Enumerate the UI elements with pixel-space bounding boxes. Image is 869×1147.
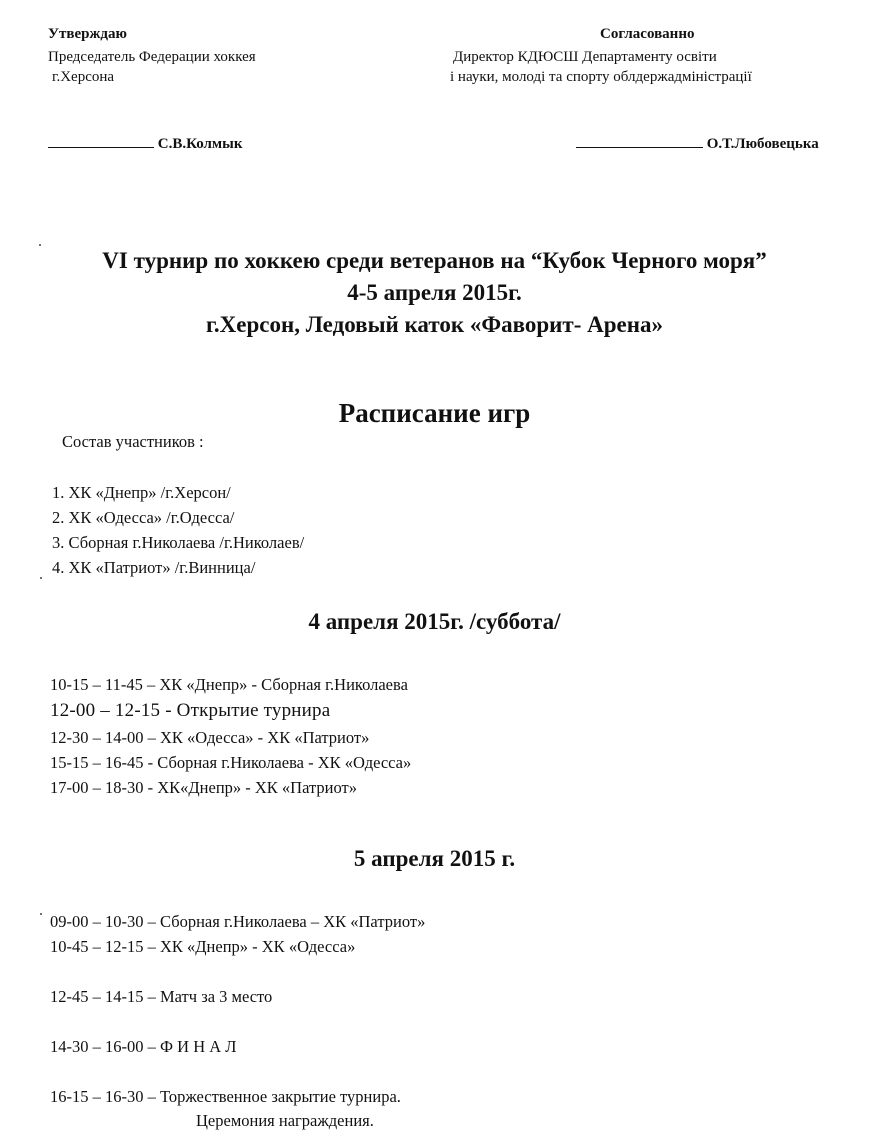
participants-label: Состав участников :	[62, 432, 204, 451]
approver-city: г.Херсона	[52, 69, 115, 85]
day1-heading: 4 апреля 2015г. /суббота/	[308, 609, 561, 634]
approver-title: Председатель Федерации хоккея	[48, 49, 256, 65]
tournament-venue: г.Херсон, Ледовый каток «Фаворит- Арена»	[206, 312, 663, 337]
schedule-item: 12-45 – 14-15 – Матч за 3 место	[50, 987, 273, 1006]
schedule-item-continuation: Церемония награждения.	[196, 1111, 374, 1130]
schedule-item: 12-30 – 14-00 – ХК «Одесса» - ХК «Патриот»	[50, 728, 370, 747]
schedule-item: 17-00 – 18-30 - ХК«Днепр» - ХК «Патриот»	[50, 778, 357, 797]
agreer-department: і науки, молоді та спорту облдержадміністрації	[450, 69, 752, 85]
list-item: 3. Сборная г.Николаева /г.Николаев/	[52, 533, 305, 552]
scan-speck	[40, 913, 42, 915]
schedule-item: 15-15 – 16-45 - Сборная г.Николаева - ХК «Одесса»	[50, 753, 412, 772]
left-signer-name: С.В.Колмык	[157, 136, 243, 152]
schedule-item: 16-15 – 16-30 – Торжественное закрытие турнира.	[50, 1087, 401, 1106]
tournament-dates: 4-5 апреля 2015г.	[347, 280, 522, 305]
list-item: 4. ХК «Патриот» /г.Винница/	[52, 558, 256, 577]
day2-heading: 5 апреля 2015 г.	[353, 846, 516, 871]
list-item: 2. ХК «Одесса» /г.Одесса/	[52, 508, 235, 527]
schedule-item: 10-15 – 11-45 – ХК «Днепр» - Сборная г.Николаева	[50, 675, 408, 694]
tournament-title: VI турнир по хоккею среди ветеранов на “Кубок Черного моря”	[102, 248, 767, 273]
right-signature-line	[576, 147, 703, 148]
right-signer-name: О.Т.Любовецька	[706, 136, 819, 152]
agreer-title: Директор КДЮСШ Департаменту освіти	[453, 49, 717, 65]
scan-speck	[40, 577, 42, 579]
right-signature-block	[576, 136, 819, 153]
schedule-item: 10-45 – 12-15 – ХК «Днепр» - ХК «Одесса»	[50, 937, 356, 956]
schedule-item: 09-00 – 10-30 – Сборная г.Николаева – ХК «Патриот»	[50, 912, 426, 931]
approve-label: Утверждаю	[48, 26, 127, 42]
list-item: 1. ХК «Днепр» /г.Херсон/	[52, 483, 231, 502]
scan-speck	[39, 244, 41, 246]
agreed-label: Согласованно	[600, 26, 695, 42]
schedule-item: 14-30 – 16-00 – Ф И Н А Л	[50, 1037, 237, 1056]
schedule-title: Расписание игр	[338, 398, 531, 428]
left-signature-block	[48, 136, 243, 153]
schedule-item: 12-00 – 12-15 - Открытие турнира	[50, 700, 331, 721]
left-signature-line	[48, 147, 154, 148]
